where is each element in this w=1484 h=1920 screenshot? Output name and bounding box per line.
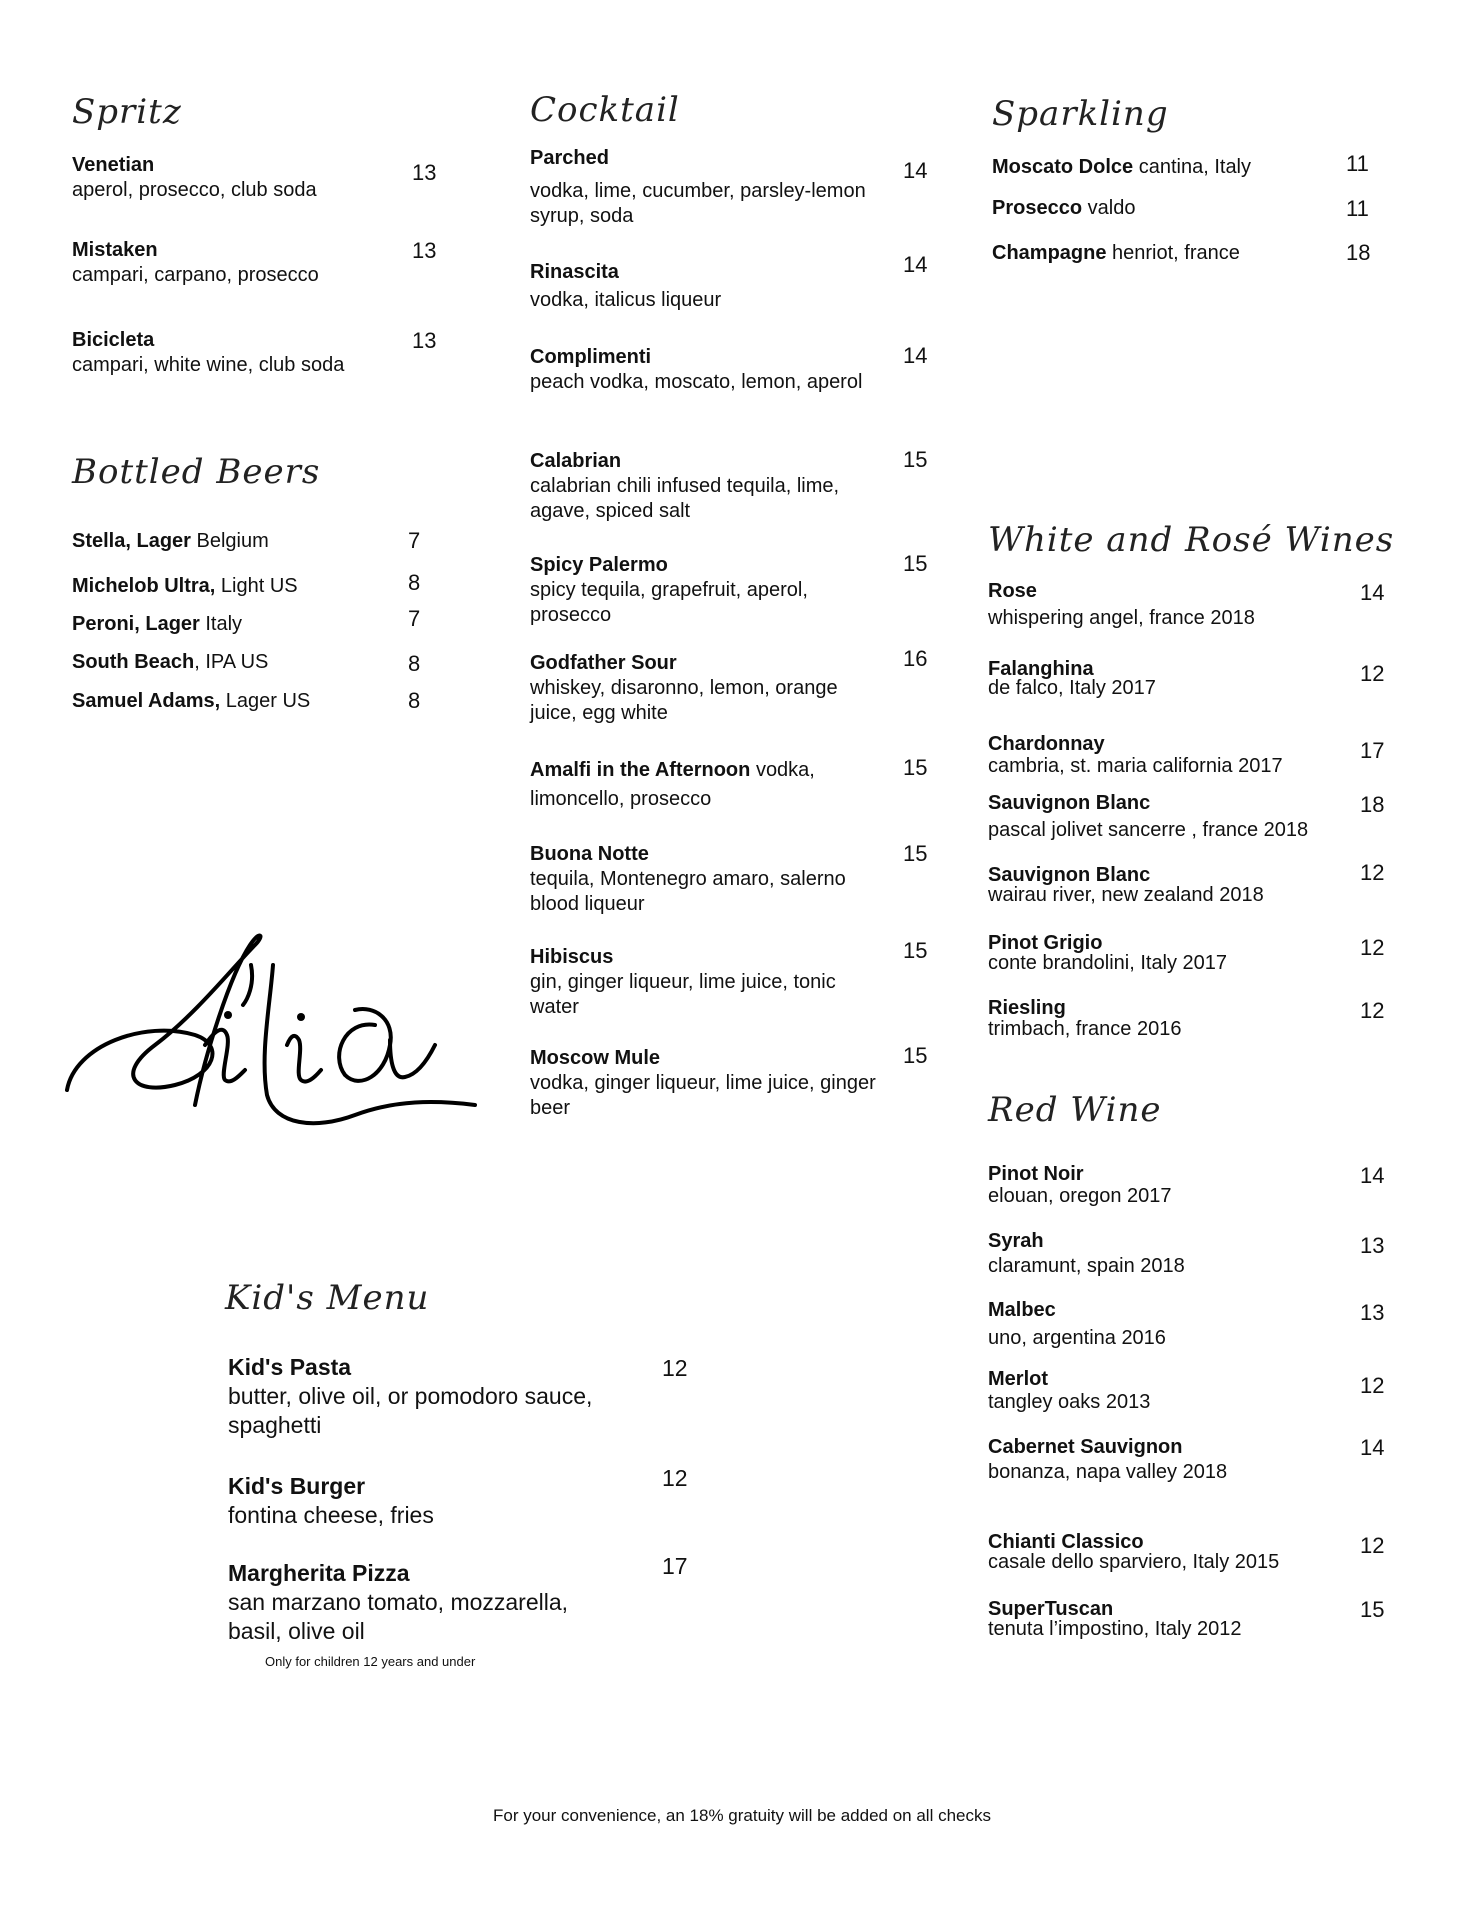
item-desc: bonanza, napa valley 2018 xyxy=(988,1461,1228,1483)
item-price: 17 xyxy=(1360,738,1385,763)
item-price: 12 xyxy=(1360,1373,1385,1398)
beer-item xyxy=(72,529,269,554)
item-price: 12 xyxy=(662,1465,688,1491)
item-price: 15 xyxy=(903,551,928,576)
item-name: South Beach xyxy=(72,651,195,673)
item-name: Samuel Adams, xyxy=(72,690,221,712)
item-price: 7 xyxy=(408,528,421,553)
item-price: 12 xyxy=(1360,935,1385,960)
item-name: Prosecco xyxy=(992,197,1083,219)
item-desc: campari, carpano, prosecco xyxy=(72,264,319,286)
sparkling-item xyxy=(992,155,1251,180)
item-desc: Light US xyxy=(220,575,298,597)
menu-item xyxy=(530,146,880,229)
menu-item xyxy=(530,260,880,313)
sparkling-heading: Sparkling xyxy=(992,94,1169,134)
item-price: 14 xyxy=(1360,1435,1385,1460)
item-name: Pinot Noir xyxy=(988,1163,1084,1185)
wine-item xyxy=(988,660,1348,698)
item-price: 12 xyxy=(662,1355,688,1381)
kids-item xyxy=(228,1353,608,1440)
wine-item xyxy=(988,1163,1348,1207)
item-price: 15 xyxy=(903,447,928,472)
item-name: Malbec xyxy=(988,1299,1056,1321)
item-price: 7 xyxy=(408,606,421,631)
item-name: SuperTuscan xyxy=(988,1598,1114,1620)
menu-item xyxy=(530,553,880,628)
item-price: 13 xyxy=(1360,1233,1385,1258)
item-price: 12 xyxy=(1360,860,1385,885)
item-desc: spicy tequila, grapefruit, aperol, prosecco xyxy=(530,579,808,626)
item-desc: uno, argentina 2016 xyxy=(988,1327,1166,1349)
item-price: 17 xyxy=(662,1553,688,1579)
item-desc: Belgium xyxy=(196,530,269,552)
item-desc: vodka, ginger liqueur, lime juice, ginger beer xyxy=(530,1072,876,1119)
item-name: Amalfi in the Afternoon xyxy=(530,759,751,781)
wine-item xyxy=(988,865,1348,905)
item-desc: wairau river, new zealand 2018 xyxy=(988,884,1264,906)
wine-item xyxy=(988,1368,1348,1414)
wine-item xyxy=(988,1532,1348,1572)
menu-item xyxy=(530,945,880,1020)
item-name: Bicicleta xyxy=(72,329,155,351)
item-price: 8 xyxy=(408,688,421,713)
beer-item xyxy=(72,650,268,675)
menu-item xyxy=(530,842,880,917)
menu-item xyxy=(530,449,880,524)
item-desc: Italy xyxy=(205,613,243,635)
item-price: 14 xyxy=(903,158,928,183)
gratuity-footer: For your convenience, an 18% gratuity will be added on all checks xyxy=(492,1806,991,1825)
item-price: 13 xyxy=(412,328,437,353)
item-desc: valdo xyxy=(1087,197,1136,219)
sparkling-item xyxy=(992,196,1135,221)
item-price: 14 xyxy=(903,252,928,277)
item-price: 15 xyxy=(903,841,928,866)
spritz-heading: Spritz xyxy=(72,92,182,132)
item-desc: pascal jolivet sancerre , france 2018 xyxy=(988,819,1309,841)
item-name: Cabernet Sauvignon xyxy=(988,1436,1183,1458)
item-name: Spicy Palermo xyxy=(530,554,668,576)
item-desc: vodka, italicus liqueur xyxy=(530,289,722,311)
item-desc: campari, white wine, club soda xyxy=(72,354,345,376)
red-wine-heading: Red Wine xyxy=(988,1090,1162,1130)
wine-item xyxy=(988,733,1348,777)
item-desc: elouan, oregon 2017 xyxy=(988,1185,1172,1207)
wine-item xyxy=(988,1296,1348,1352)
white-wines-heading: White and Rosé Wines xyxy=(988,520,1395,560)
item-desc: cantina, Italy xyxy=(1138,156,1252,178)
item-price: 8 xyxy=(408,651,421,676)
sparkling-item xyxy=(992,241,1240,266)
item-name: Buona Notte xyxy=(530,843,649,865)
item-desc: , IPA US xyxy=(194,651,269,673)
item-price: 12 xyxy=(1360,661,1385,686)
item-desc: trimbach, france 2016 xyxy=(988,1018,1182,1040)
item-name: Kid's Burger xyxy=(228,1473,366,1499)
kids-item xyxy=(228,1472,608,1530)
kids-note: Only for children 12 years and under xyxy=(265,1654,476,1669)
item-name: Moscato Dolce xyxy=(992,156,1134,178)
item-desc: tequila, Montenegro amaro, salerno blood liqueur xyxy=(530,868,846,915)
item-name: Margherita Pizza xyxy=(228,1560,410,1586)
item-desc: aperol, prosecco, club soda xyxy=(72,179,317,201)
item-price: 15 xyxy=(903,755,928,780)
item-name: Sauvignon Blanc xyxy=(988,864,1151,886)
menu-item xyxy=(530,1046,880,1121)
item-name: Chardonnay xyxy=(988,733,1105,755)
wine-item xyxy=(988,998,1348,1040)
item-price: 8 xyxy=(408,570,421,595)
item-price: 11 xyxy=(1346,196,1369,221)
item-price: 11 xyxy=(1346,151,1369,176)
item-desc: Lager US xyxy=(225,690,311,712)
item-name: Rinascita xyxy=(530,261,619,283)
item-name: Complimenti xyxy=(530,346,652,368)
item-price: 15 xyxy=(1360,1597,1385,1622)
item-name: Riesling xyxy=(988,997,1066,1019)
item-name: Kid's Pasta xyxy=(228,1354,352,1380)
wine-item xyxy=(988,578,1348,632)
item-name: Syrah xyxy=(988,1230,1044,1252)
item-desc: de falco, Italy 2017 xyxy=(988,677,1156,699)
item-name: Peroni, Lager xyxy=(72,613,200,635)
item-price: 12 xyxy=(1360,998,1385,1023)
item-desc: vodka, limoncello, prosecco xyxy=(530,759,815,810)
item-price: 13 xyxy=(412,160,437,185)
beers-heading: Bottled Beers xyxy=(72,452,321,492)
item-desc: claramunt, spain 2018 xyxy=(988,1255,1185,1277)
item-price: 16 xyxy=(903,646,928,671)
wine-item xyxy=(988,1435,1348,1485)
wine-item xyxy=(988,790,1348,844)
item-desc: casale dello sparviero, Italy 2015 xyxy=(988,1551,1280,1573)
item-name: Stella, Lager xyxy=(72,530,191,552)
item-name: Champagne xyxy=(992,242,1107,264)
item-price: 18 xyxy=(1346,240,1371,265)
item-name: Michelob Ultra, xyxy=(72,575,216,597)
menu-item xyxy=(72,328,392,378)
item-name: Hibiscus xyxy=(530,946,614,968)
item-desc: peach vodka, moscato, lemon, aperol xyxy=(530,371,863,393)
item-desc: whiskey, disaronno, lemon, orange juice, egg white xyxy=(530,677,838,724)
item-price: 18 xyxy=(1360,792,1385,817)
wine-item xyxy=(988,933,1348,973)
item-desc: calabrian chili infused tequila, lime, agave, spiced salt xyxy=(530,475,840,522)
item-name: Falanghina xyxy=(988,658,1094,680)
menu-item xyxy=(530,651,880,726)
item-price: 15 xyxy=(903,1043,928,1068)
item-name: Chianti Classico xyxy=(988,1531,1144,1553)
item-price: 14 xyxy=(1360,1163,1385,1188)
item-price: 13 xyxy=(412,238,437,263)
item-desc: san marzano tomato, mozzarella, basil, olive oil xyxy=(228,1589,569,1644)
item-price: 12 xyxy=(1360,1533,1385,1558)
item-desc: vodka, lime, cucumber, parsley-lemon syrup, soda xyxy=(530,180,866,227)
kids-item xyxy=(228,1559,608,1646)
menu-item xyxy=(72,238,392,288)
item-desc: whispering angel, france 2018 xyxy=(988,607,1255,629)
item-desc: conte brandolini, Italy 2017 xyxy=(988,952,1228,974)
item-price: 13 xyxy=(1360,1300,1385,1325)
item-name: Moscow Mule xyxy=(530,1047,661,1069)
item-name: Parched xyxy=(530,147,609,169)
item-desc: tenuta l’impostino, Italy 2012 xyxy=(988,1618,1242,1640)
item-name: Merlot xyxy=(988,1368,1048,1390)
item-desc: henriot, france xyxy=(1112,242,1240,264)
menu-item xyxy=(530,345,880,395)
item-name: Calabrian xyxy=(530,450,622,472)
item-desc: butter, olive oil, or pomodoro sauce, spaghetti xyxy=(228,1383,593,1438)
wine-item xyxy=(988,1229,1348,1279)
cocktail-heading: Cocktail xyxy=(530,90,680,130)
menu-item xyxy=(72,153,392,203)
item-desc: cambria, st. maria california 2017 xyxy=(988,755,1283,777)
item-desc: gin, ginger liqueur, lime juice, tonic water xyxy=(530,971,836,1018)
item-name: Mistaken xyxy=(72,239,158,261)
item-desc: tangley oaks 2013 xyxy=(988,1391,1151,1413)
kids-menu-heading: Kid's Menu xyxy=(225,1278,430,1318)
item-name: Pinot Grigio xyxy=(988,932,1103,954)
item-price: 15 xyxy=(903,938,928,963)
wine-item xyxy=(988,1599,1348,1639)
item-desc: fontina cheese, fries xyxy=(228,1502,434,1528)
item-name: Venetian xyxy=(72,154,155,176)
beer-item xyxy=(72,612,242,637)
item-name: Rose xyxy=(988,580,1037,602)
item-name: Sauvignon Blanc xyxy=(988,792,1151,814)
beer-item xyxy=(72,689,310,714)
menu-item xyxy=(530,756,880,814)
item-price: 14 xyxy=(1360,580,1385,605)
item-price: 14 xyxy=(903,343,928,368)
item-name: Godfather Sour xyxy=(530,652,677,674)
logo-filia xyxy=(55,925,485,1135)
beer-item xyxy=(72,574,298,599)
